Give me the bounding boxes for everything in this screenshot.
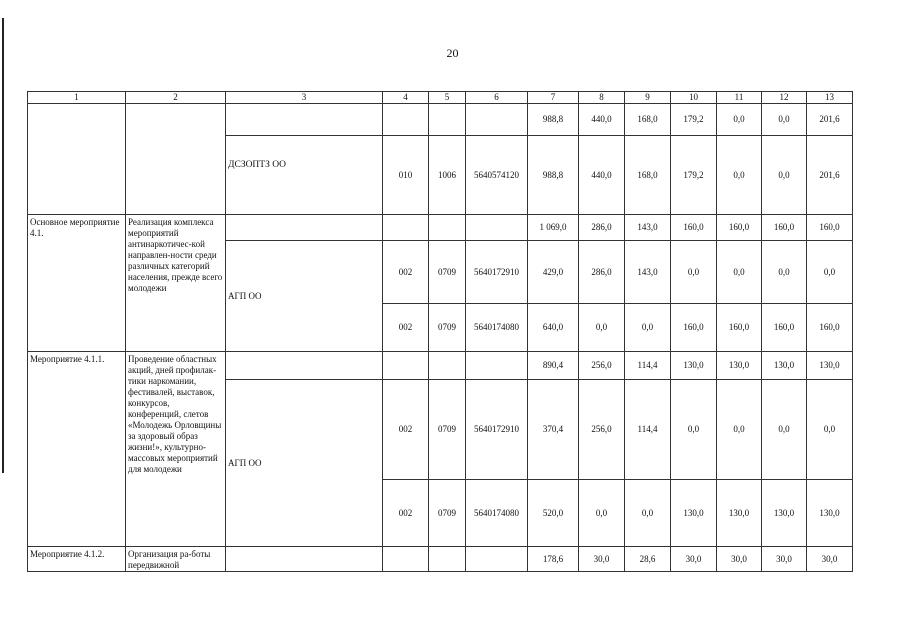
cell: 010 <box>383 136 429 215</box>
cell: 5640174080 <box>466 304 528 352</box>
cell: 130,0 <box>717 480 762 547</box>
table-row <box>28 547 853 572</box>
total-cell: 286,0 <box>579 215 625 241</box>
cell: 002 <box>383 241 429 304</box>
total-cell: 0,0 <box>762 104 807 136</box>
cell: 130,0 <box>671 480 717 547</box>
total-cell: 890,4 <box>528 352 579 380</box>
total-cell: 160,0 <box>807 215 853 241</box>
total-cell: 143,0 <box>625 215 671 241</box>
name-cell: Проведение областных акций, дней профилак-тики наркомании, фестивалей, выставок, конкурсов, конференций, слетов «Молодежь Орловщины за здоровый образ жизни!», культурно-массовых мероприятий для молодежи <box>126 352 226 547</box>
cell: 0,0 <box>579 480 625 547</box>
cell: 286,0 <box>579 241 625 304</box>
cell: 002 <box>383 304 429 352</box>
total-cell: 1 069,0 <box>528 215 579 241</box>
col-header: 1 <box>28 92 126 104</box>
total-cell: 160,0 <box>671 215 717 241</box>
col-header: 3 <box>226 92 383 104</box>
cell <box>429 215 466 241</box>
total-cell: 130,0 <box>671 352 717 380</box>
cell: 130,0 <box>807 480 853 547</box>
name-cell: Организация ра-боты передвижной <box>126 547 226 572</box>
cell: 5640574120 <box>466 136 528 215</box>
cell <box>429 547 466 572</box>
code-cell: Мероприятие 4.1.2. <box>28 547 126 572</box>
cell: 002 <box>383 380 429 480</box>
col-header: 12 <box>762 92 807 104</box>
executor-cell: АГП ОО <box>226 241 383 352</box>
col-header: 4 <box>383 92 429 104</box>
total-cell: 440,0 <box>579 104 625 136</box>
total-cell: 114,4 <box>625 352 671 380</box>
page-number: 20 <box>446 46 459 60</box>
code-cell <box>28 104 126 215</box>
cell: 0,0 <box>671 241 717 304</box>
col-header: 8 <box>579 92 625 104</box>
col-header: 6 <box>466 92 528 104</box>
total-cell: 160,0 <box>762 215 807 241</box>
budget-table <box>27 91 853 572</box>
total-cell: 30,0 <box>717 547 762 572</box>
cell: 988,8 <box>528 136 579 215</box>
total-cell: 130,0 <box>807 352 853 380</box>
cell <box>466 547 528 572</box>
executor-cell: ДСЗОПТЗ ОО <box>226 136 383 215</box>
cell: 370,4 <box>528 380 579 480</box>
cell: 520,0 <box>528 480 579 547</box>
col-header: 11 <box>717 92 762 104</box>
executor-cell <box>226 215 383 241</box>
cell: 130,0 <box>762 480 807 547</box>
total-cell: 30,0 <box>762 547 807 572</box>
cell: 0,0 <box>717 136 762 215</box>
cell: 640,0 <box>528 304 579 352</box>
cell <box>429 352 466 380</box>
cell: 168,0 <box>625 136 671 215</box>
cell: 0,0 <box>807 380 853 480</box>
cell: 1006 <box>429 136 466 215</box>
col-header: 5 <box>429 92 466 104</box>
total-cell: 130,0 <box>762 352 807 380</box>
col-header: 10 <box>671 92 717 104</box>
cell <box>429 104 466 136</box>
total-cell: 28,6 <box>625 547 671 572</box>
name-cell: Реализация комплекса мероприятий антинаркотичес-кой направлен-ности среди различных категорий населения, прежде всего молодежи <box>126 215 226 352</box>
cell: 5640172910 <box>466 380 528 480</box>
cell: 0,0 <box>762 241 807 304</box>
cell: 160,0 <box>717 304 762 352</box>
total-cell: 30,0 <box>807 547 853 572</box>
cell <box>383 104 429 136</box>
cell: 201,6 <box>807 136 853 215</box>
cell: 160,0 <box>807 304 853 352</box>
col-header: 2 <box>126 92 226 104</box>
total-cell: 256,0 <box>579 352 625 380</box>
total-cell: 201,6 <box>807 104 853 136</box>
total-cell: 30,0 <box>671 547 717 572</box>
cell: 0,0 <box>807 241 853 304</box>
cell: 429,0 <box>528 241 579 304</box>
cell: 5640172910 <box>466 241 528 304</box>
cell: 160,0 <box>671 304 717 352</box>
cell: 0,0 <box>625 480 671 547</box>
cell: 143,0 <box>625 241 671 304</box>
cell <box>383 215 429 241</box>
cell <box>466 215 528 241</box>
name-cell <box>126 104 226 215</box>
cell: 0709 <box>429 480 466 547</box>
executor-cell <box>226 352 383 380</box>
cell <box>466 352 528 380</box>
cell <box>383 547 429 572</box>
cell: 0,0 <box>671 380 717 480</box>
col-header: 13 <box>807 92 853 104</box>
col-header: 9 <box>625 92 671 104</box>
code-cell: Основное мероприятие 4.1. <box>28 215 126 352</box>
col-header: 7 <box>528 92 579 104</box>
cell: 179,2 <box>671 136 717 215</box>
cell: 0,0 <box>717 380 762 480</box>
total-cell: 168,0 <box>625 104 671 136</box>
cell: 0709 <box>429 380 466 480</box>
executor-cell <box>226 104 383 136</box>
cell: 002 <box>383 480 429 547</box>
cell: 256,0 <box>579 380 625 480</box>
total-cell: 179,2 <box>671 104 717 136</box>
table-row <box>28 352 853 380</box>
cell: 0,0 <box>717 241 762 304</box>
cell: 114,4 <box>625 380 671 480</box>
cell <box>383 352 429 380</box>
total-cell: 988,8 <box>528 104 579 136</box>
table-row <box>28 104 853 136</box>
cell: 0,0 <box>625 304 671 352</box>
executor-cell: АГП ОО <box>226 380 383 547</box>
cell: 440,0 <box>579 136 625 215</box>
binding-line <box>2 18 4 473</box>
total-cell: 0,0 <box>717 104 762 136</box>
table-row <box>28 215 853 241</box>
code-cell: Мероприятие 4.1.1. <box>28 352 126 547</box>
total-cell: 130,0 <box>717 352 762 380</box>
header-row <box>28 92 853 104</box>
executor-cell <box>226 547 383 572</box>
cell: 0,0 <box>762 380 807 480</box>
cell: 0709 <box>429 304 466 352</box>
cell: 5640174080 <box>466 480 528 547</box>
cell: 160,0 <box>762 304 807 352</box>
total-cell: 178,6 <box>528 547 579 572</box>
cell: 0,0 <box>579 304 625 352</box>
cell: 0,0 <box>762 136 807 215</box>
total-cell: 30,0 <box>579 547 625 572</box>
cell: 0709 <box>429 241 466 304</box>
cell <box>466 104 528 136</box>
total-cell: 160,0 <box>717 215 762 241</box>
